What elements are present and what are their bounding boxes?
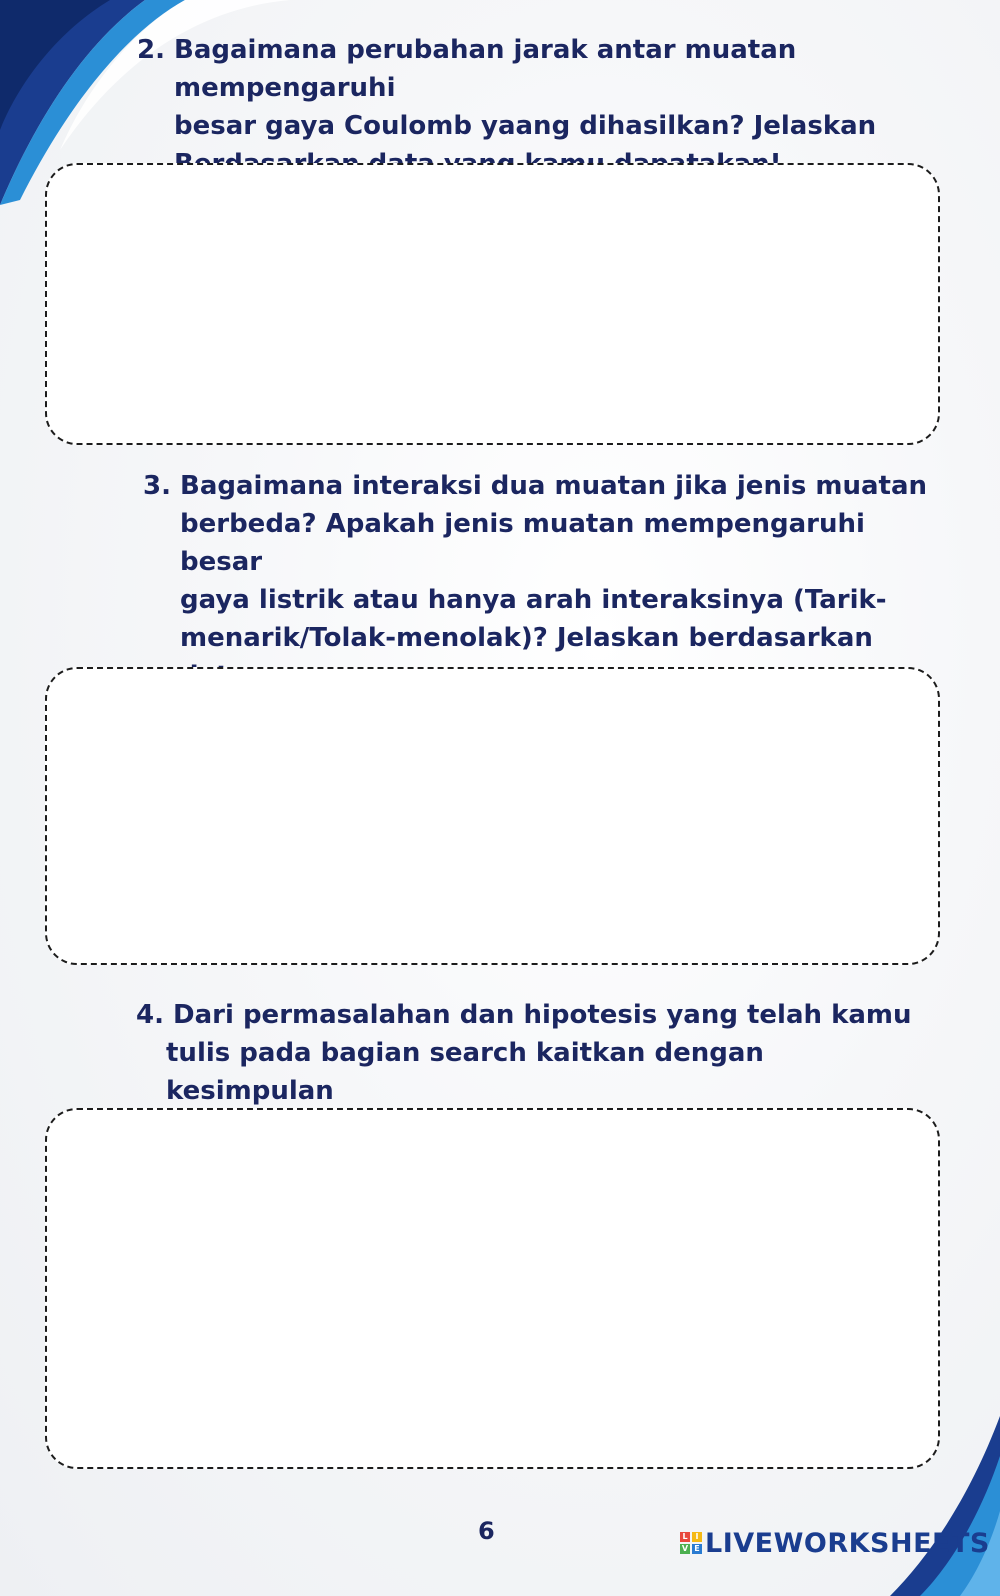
answer-box-question-2[interactable]	[45, 163, 940, 445]
question-2	[137, 31, 977, 183]
logo-letter-i: I	[692, 1532, 702, 1542]
question-line: Bagaimana interaksi dua muatan jika jenis muatan	[180, 471, 928, 501]
logo-brand-text: LIVEWORKSHEETS	[705, 1527, 990, 1559]
liveworksheets-logo	[680, 1526, 990, 1560]
question-number: 3.	[143, 471, 171, 501]
logo-letter-v: V	[681, 1544, 689, 1553]
answer-box-question-3[interactable]	[45, 667, 940, 965]
logo-letter-e: E	[692, 1544, 702, 1554]
logo-letter-l: L	[680, 1532, 690, 1542]
question-line: Dari permasalahan dan hipotesis yang telah kamu	[173, 1000, 912, 1030]
question-line: besar gaya Coulomb yaang dihasilkan? Jelaskan	[174, 111, 877, 141]
question-line: Bagaimana perubahan jarak antar muatan mempengaruhi	[174, 35, 797, 103]
answer-box-question-4[interactable]	[45, 1108, 940, 1469]
question-line: tulis pada bagian search kaitkan dengan kesimpulan	[166, 1038, 764, 1106]
page-number: 6	[478, 1517, 495, 1545]
question-2-text	[137, 31, 977, 183]
question-number: 4.	[136, 1000, 164, 1030]
question-line: berbeda? Apakah jenis muatan mempengaruhi besar	[180, 509, 865, 577]
logo-grid-icon	[680, 1532, 702, 1554]
question-number: 2.	[137, 35, 165, 65]
question-line: menarik/Tolak-menolak)? Jelaskan berdasarkan	[180, 623, 873, 653]
question-line: gaya listrik atau hanya arah interaksinya (Tarik-	[180, 585, 887, 615]
